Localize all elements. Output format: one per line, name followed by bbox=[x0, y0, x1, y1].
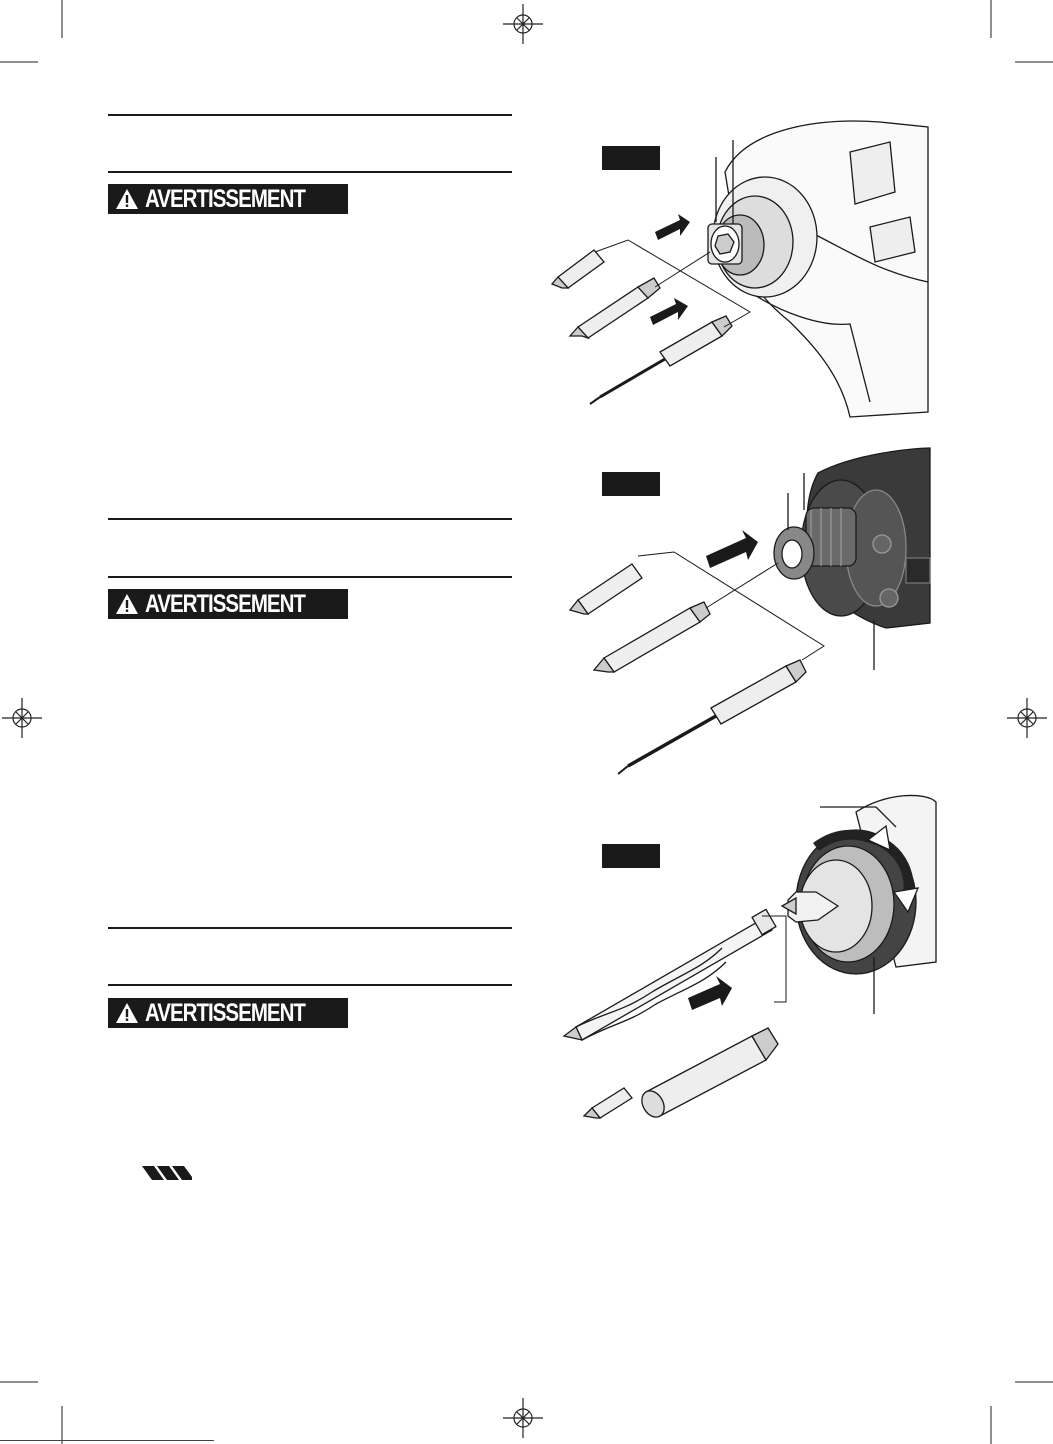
warning-label: AVERTISSEMENT bbox=[145, 998, 306, 1027]
section-2-heading-rule bbox=[108, 576, 512, 578]
registration-mark-left bbox=[2, 698, 42, 738]
warning-label: AVERTISSEMENT bbox=[145, 184, 306, 213]
warning-triangle-icon bbox=[115, 593, 139, 615]
figure-2-quick-change-insertion bbox=[556, 448, 936, 778]
section-1-heading-rule bbox=[108, 171, 512, 173]
registration-mark-bottom bbox=[503, 1398, 543, 1438]
bottom-slug-line bbox=[0, 1440, 214, 1441]
warning-banner-1 bbox=[108, 184, 348, 214]
registration-mark-top bbox=[503, 4, 543, 44]
figure-3-keyless-chuck-insertion bbox=[556, 792, 946, 1122]
note-hatch-icon bbox=[140, 1164, 192, 1182]
warning-banner-3 bbox=[108, 998, 348, 1028]
warning-banner-2 bbox=[108, 589, 348, 619]
section-3-heading-rule bbox=[108, 984, 512, 986]
section-1-top-rule bbox=[108, 114, 512, 116]
figure-1-hex-shank-insertion bbox=[550, 112, 930, 417]
registration-mark-right bbox=[1007, 698, 1047, 738]
section-2-top-rule bbox=[108, 518, 512, 520]
warning-label: AVERTISSEMENT bbox=[145, 589, 306, 618]
warning-triangle-icon bbox=[115, 188, 139, 210]
warning-triangle-icon bbox=[115, 1002, 139, 1024]
section-3-top-rule bbox=[108, 927, 512, 929]
